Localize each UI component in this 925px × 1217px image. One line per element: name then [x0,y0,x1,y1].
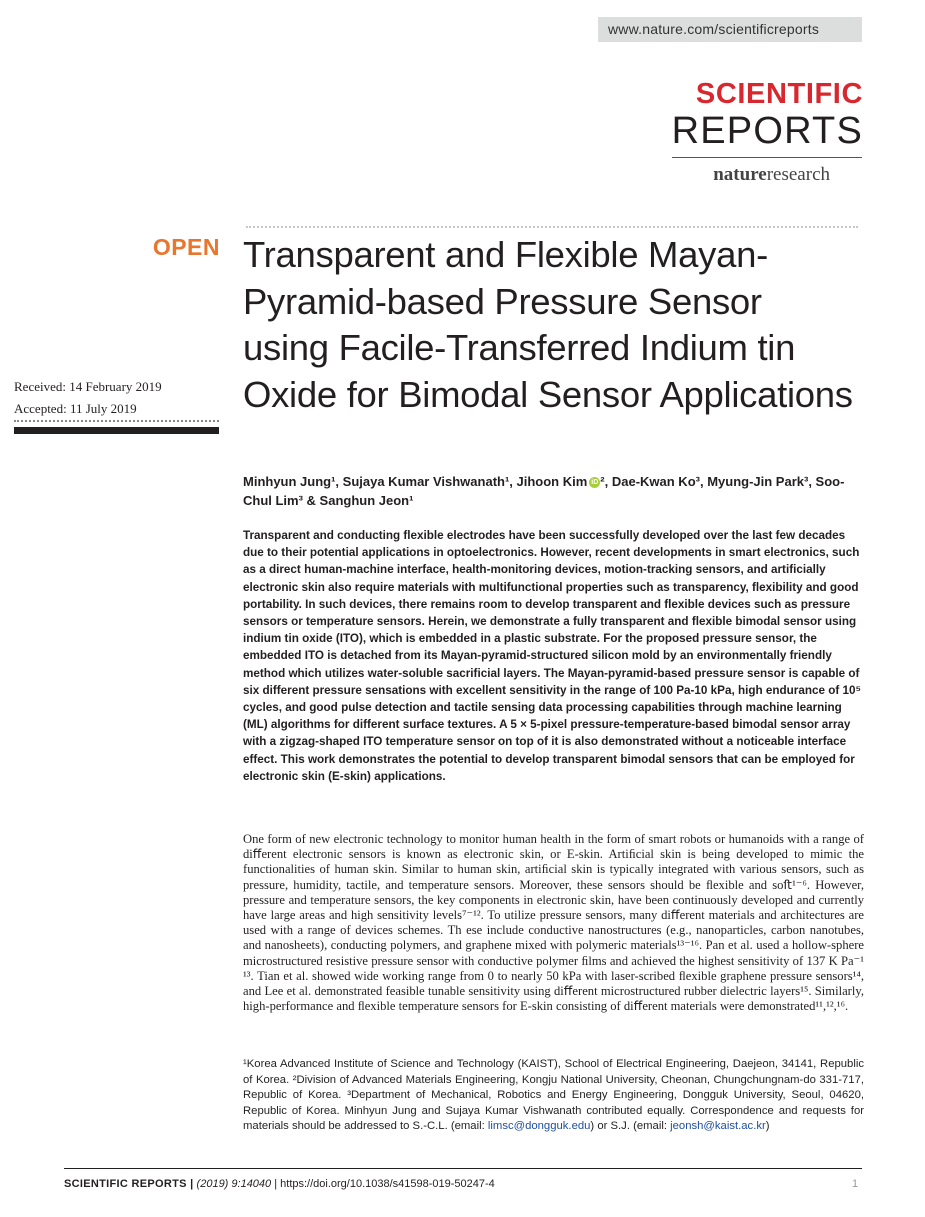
received-date: Received: 14 February 2019 [14,379,162,394]
page-number: 1 [852,1178,859,1190]
dates-block [14,376,162,420]
affiliations-text: ¹Korea Advanced Institute of Science and Technology (KAIST), School of Electrical Engineering, Daejeon, 34141, Republic of Korea. ²Division of Advanced Materials Engineering, Kongju National University, Cheonan, Chungchungnam-do 331-717, Republic of Korea. ³Department of Mechanical, Robotics and Energy Engineering, Dongguk University, Seoul, 04620, Republic of Korea. Minhyun Jung and Sujaya Kumar Vishwanath contributed equally. Correspondence and requests for materials should be addressed to S.-C.L. (email: [243,1058,864,1133]
open-access-badge: OPEN [152,234,220,260]
footer-divider [64,1168,862,1169]
brand-divider [672,157,862,158]
publisher-bold: nature [713,164,767,185]
footer-doi[interactable]: | https://doi.org/10.1038/s41598-019-50247-4 [271,1178,495,1190]
affiliations-mid: ) or S.J. (email: [590,1120,671,1133]
affiliations-end: ) [765,1120,770,1133]
journal-url[interactable]: www.nature.com/scientificreports [608,21,820,37]
authors-part1: Minhyun Jung¹, Sujaya Kumar Vishwanath¹, Jihoon Kim [243,474,588,489]
email-link-lim[interactable]: limsc@dongguk.edu [487,1120,591,1133]
dates-dotted-rule [14,420,219,422]
email-link-jeon[interactable]: jeonsh@kaist.ac.kr [670,1120,766,1133]
affiliations [243,1057,864,1135]
author-list [243,472,868,510]
footer-citation [64,1178,495,1190]
footer-journal: SCIENTIFIC REPORTS | [64,1178,194,1190]
brand-logo-reports: REPORTS [671,110,863,152]
intro-paragraph: One form of new electronic technology to monitor human health in the form of smart robots or humanoids with a range of diﬀerent electronic sensors is known as electronic skin, or E-skin. Artiﬁcial skin is being developed to mimic the functionalities of human skin. Similar to human skin, artiﬁcial skin is typically integrated with various sensors, such as pressure, humidity, tactile, and temperature sensors. Moreover, these sensors should be ﬂexible and soﬅ¹⁻⁶. However, pressure and temperature sensors, the key components in electronic skin, have been continuously developed and currently have large areas and high sensitivity levels⁷⁻¹². To utilize pressure sensors, many diﬀerent materials and architectures are used with a range of devices schemes. Th ese include conductive nanostructures (e.g., nanoparticles, carbon nanotubes, and nanosheets), conducting polymers, and graphene mixed with polymeric materials¹³⁻¹⁶. Pan et al. used a hollow-sphere microstructured resistive pressure sensor with conductive polymer ﬁlms and achieved the highest sensitivity of 137 K Pa⁻¹ ¹³. Tian et al. showed wide working range from 0 to nearly 50 kPa with laser-scribed ﬂexible graphene pressure sensors¹⁴, and Lee et al. demonstrated feasible tunable sensitivity using diﬀerent microstructured rubber dielectric layers¹⁵. Similarly, high-performance and ﬂexible temperature sensors for E-skin consisting of diﬀerent materials were demonstrated¹¹,¹²,¹⁶. [243,832,864,1014]
abstract: Transparent and conducting flexible electrodes have been successfully developed over the last few decades due to their potential applications in optoelectronics. However, recent developments in smart electronics, such as a direct human-machine interface, health-monitoring devices, motion-tracking sensors, and artificially electronic skin also require materials with multifunctional properties such as transparency, flexibility and good portability. In such devices, there remains room to develop transparent and flexible devices such as pressure sensors or temperature sensors. Herein, we demonstrate a fully transparent and flexible bimodal sensor using indium tin oxide (ITO), which is embedded in a plastic substrate. For the proposed pressure sensor, the embedded ITO is detached from its Mayan-pyramid-structured silicon mold by an environmentally friendly method which utilizes water-soluble sacrificial layers. The Mayan-pyramid-based pressure sensor is capable of six different pressure sensations with excellent sensitivity in the range of 100 Pa-10 kPa, high endurance of 10⁵ cycles, and good pulse detection and tactile sensing data processing capabilities through machine learning (ML) algorithms for different surface textures. A 5 × 5-pixel pressure-temperature-based bimodal sensor array with a zigzag-shaped ITO temperature sensor on top of it is also demonstrated without a noticeable interface effect. This work demonstrates the potential to develop transparent bimodal sensors that can be employed for electronic skin (E-skin) applications. [243,529,861,783]
brand-logo-scientific: SCIENTIFIC [695,78,863,110]
header-divider [246,226,858,228]
footer-volume: (2019) 9:14040 [196,1178,272,1190]
authors-part2: ², Dae-Kwan Ko³, Myung-Jin Park³, Soo-Chul Lim³ & Sanghun Jeon¹ [243,474,845,508]
dates-bar [14,427,219,434]
orcid-icon[interactable]: iD [591,479,599,487]
accepted-date: Accepted: 11 July 2019 [14,401,137,416]
publisher-rest: research [766,164,830,185]
article-title: Transparent and Flexible Mayan-Pyramid-based Pressure Sensor using Facile-Transferred Indium tin Oxide for Bimodal Sensor Applications [243,234,853,415]
publisher-logo [620,164,830,186]
